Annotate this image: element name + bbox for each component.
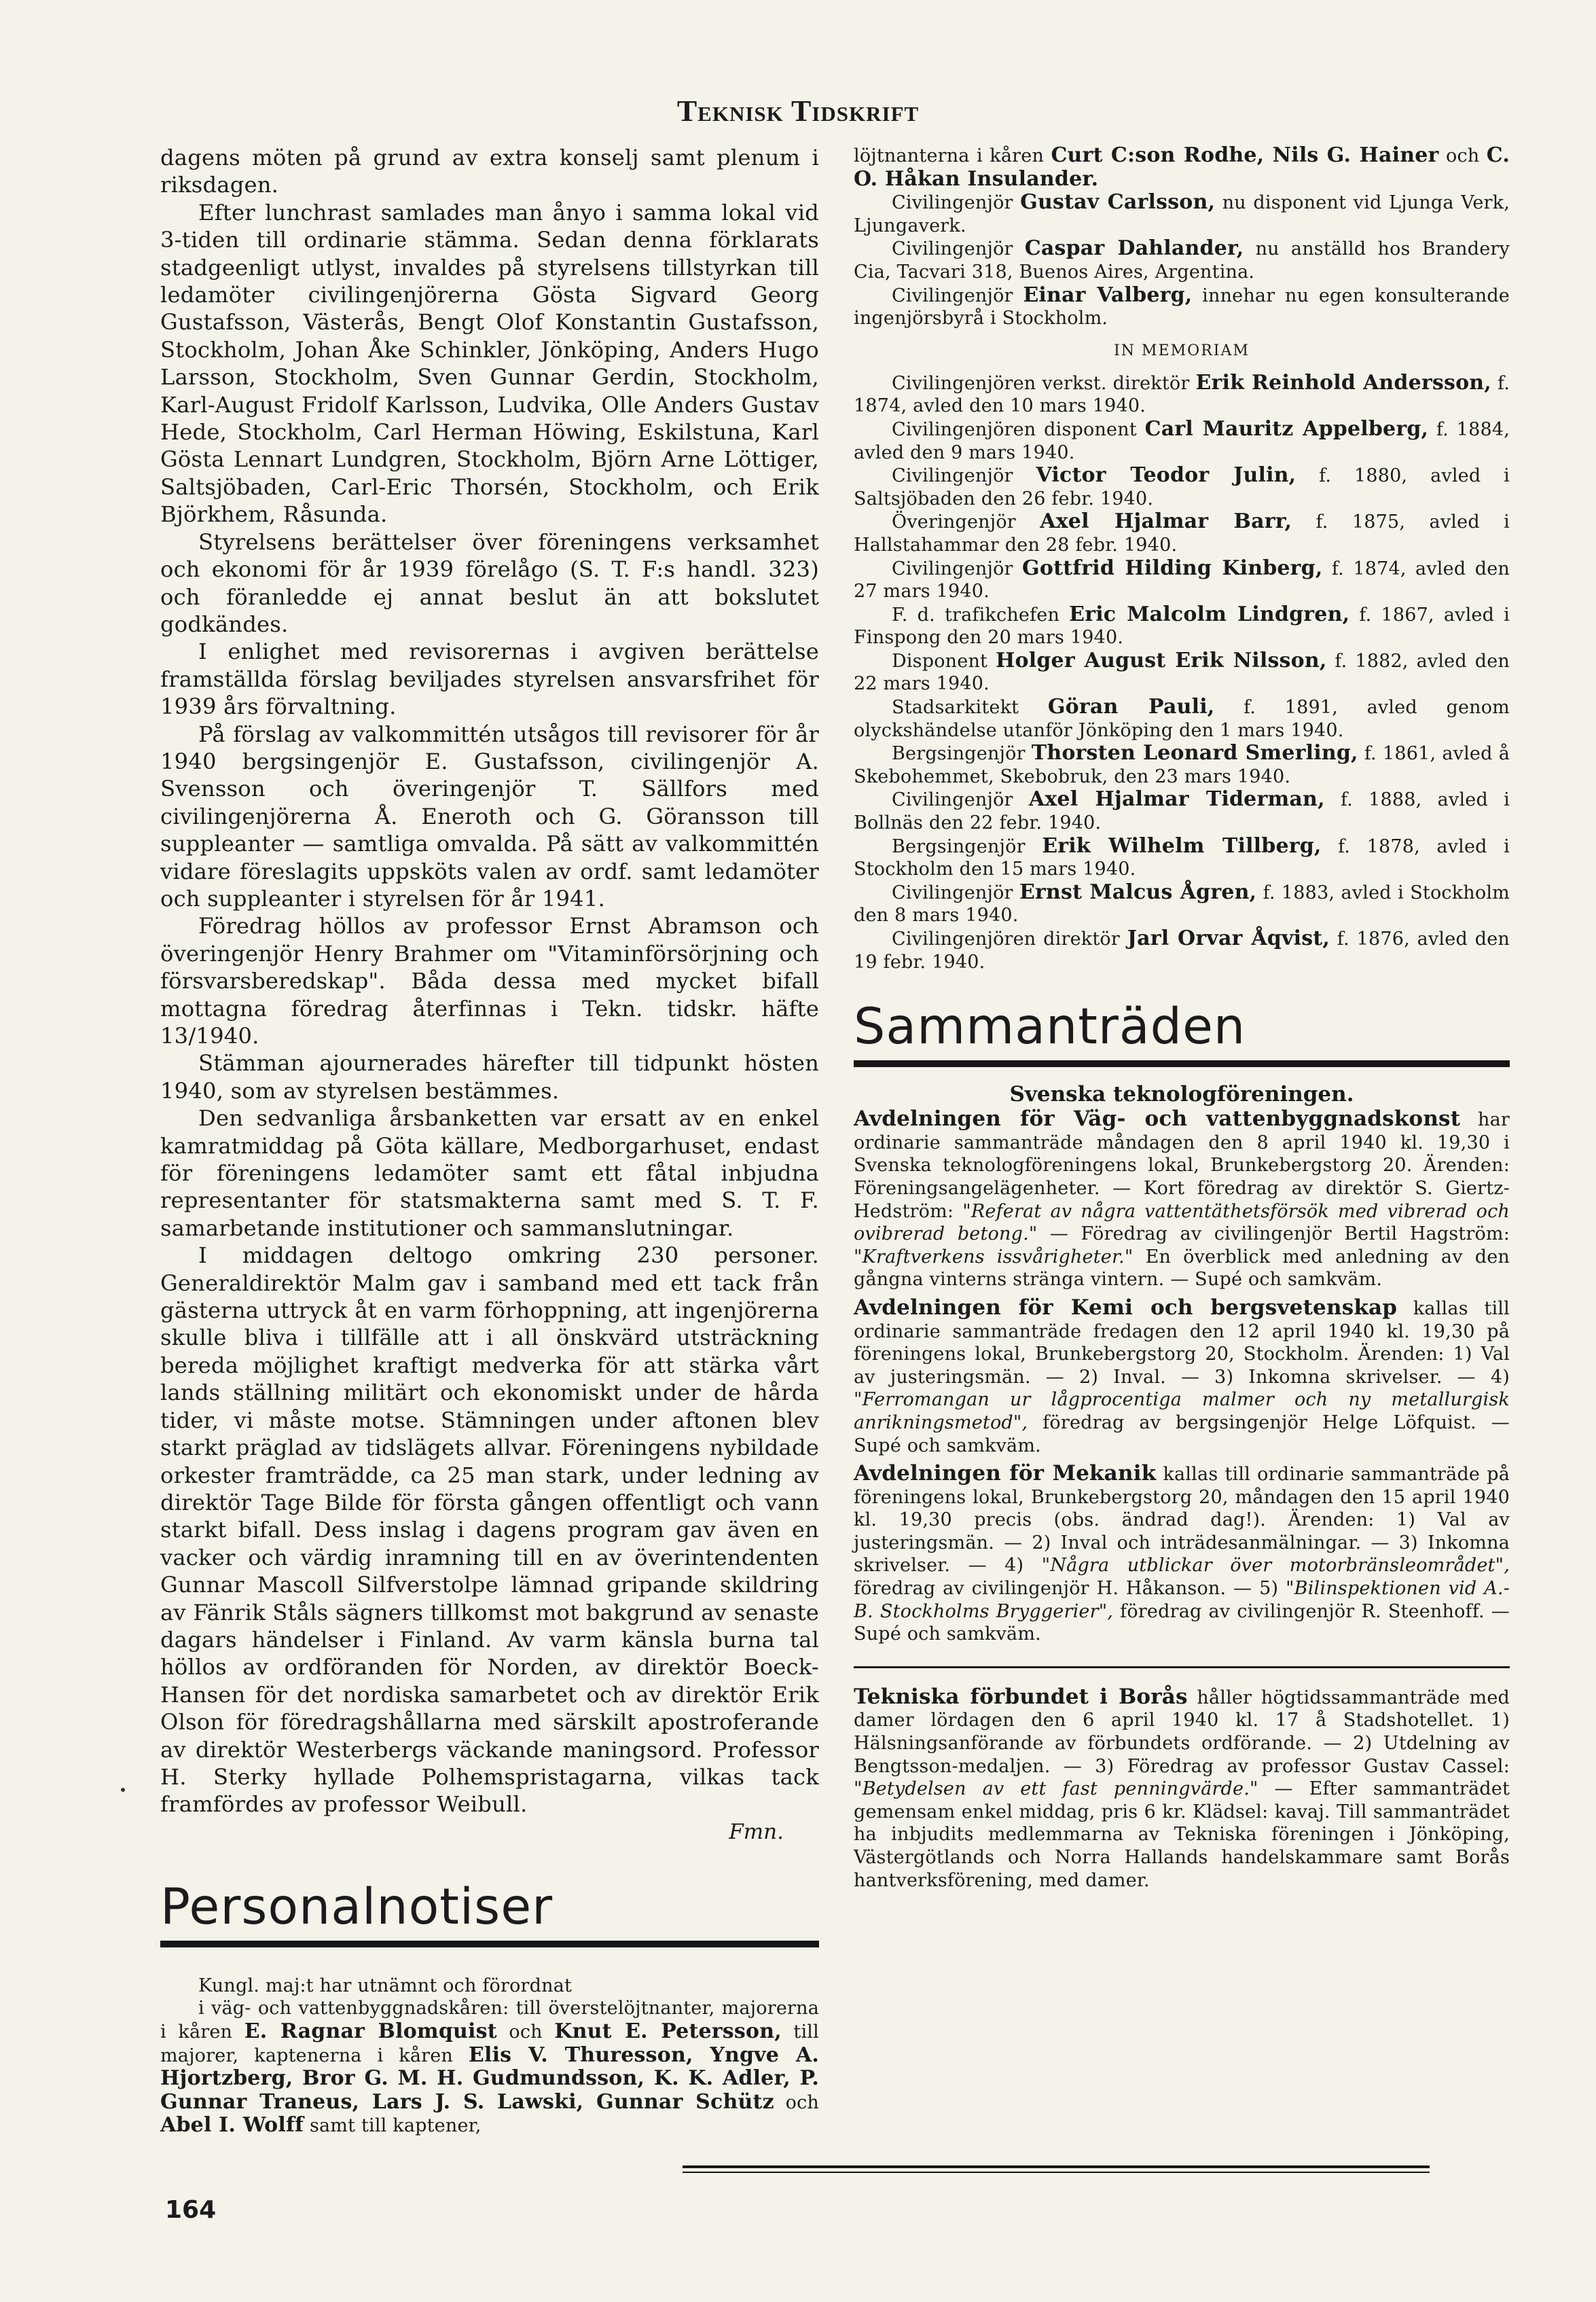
left-column [160,144,819,2138]
obituary: Civilingenjör Victor Teodor Julin, f. 1880, avled i Saltsjöbaden den 26 febr. 1940. [854,463,1510,509]
page-number: 164 [165,2196,217,2224]
paragraph: På förslag av valkommittén utsågos till revisorer för år 1940 bergsingenjör E. Gustafsson, civilingenjör A. Svensson och överingenjör T. Sällfors med civilingenjörerna Å. Eneroth och G. Göransson till suppleanter — samtliga omvalda. På sätt av valkommittén vidare föreslagits uppsköts valen av ordf. samt ledamöter och suppleanter i styrelsen för år 1941. [160,721,819,912]
obituary: Civilingenjören verkst. direktör Erik Reinhold Andersson, f. 1874, avled den 10 mars 1940. [854,370,1510,417]
section-heading-personalnotiser: Personalnotiser [160,1877,554,1936]
in-memoriam-heading: IN MEMORIAM [1114,342,1250,359]
footer-rule [683,2165,1430,2168]
section-heading-sammantraden: Sammanträden [854,998,1246,1056]
footer-rule [683,2172,1430,2173]
signature: Fmn. [729,1819,784,1844]
paragraph: Civilingenjör Einar Valberg, innehar nu egen konsulterande ingenjörsbyrå i Stockholm. [854,283,1510,329]
paragraph: I middagen deltogo omkring 230 personer. Generaldirektör Malm gav i samband med ett tack från gästerna uttryck åt en varm förhoppning, att ingenjörerna skulle bliva i tillfälle att i all önskvärd utsträckning bereda möjlighet kraftigt medverka för att stärka vårt lands ställning militärt och ekonomiskt under de hårda tider, vi måste motse. Stämningen under aftonen blev starkt präglad av tidslägets allvar. Föreningens nybildade orkester framträdde, ca 25 man stark, under ledning av direktör Tage Bilde för första gången offentligt och vann starkt bifall. Dess inslag i dagens program gav även en vacker och värdig inramning till en av överintendenten Gunnar Mascoll Silfverstolpe lämnad gripande skildring av Fänrik Ståls sägners tillkomst mot bakgrund av senaste dagars händelser i Finland. Av varm känsla burna tal höllos av ordföranden för Norden, av direktör Boeck-Hansen för det nordiska samarbetet och av direktör Erik Olson för föredragshållarna med särskilt apostroferande av direktör Westerbergs väckande maningsord. Professor H. Sterky hyllade Polhemspristagarna, vilkas tack framfördes av professor Weibull. [160,1242,819,1818]
paragraph: Efter lunchrast samlades man ånyo i samma lokal vid 3-tiden till ordinarie stämma. Sedan denna förklarats stadgeenligt utlyst, invaldes på styrelsens tillstyrkan till ledamöter civilingenjörerna Gösta Sigvard Georg Gustafsson, Västerås, Bengt Olof Konstantin Gustafsson, Stockholm, Johan Åke Schinkler, Jönköping, Anders Hugo Larsson, Stockholm, Sven Gunnar Gerdin, Stockholm, Karl-August Fridolf Karlsson, Ludvika, Olle Anders Gustav Hede, Stockholm, Carl Herman Höwing, Eskilstuna, Karl Gösta Lennart Lundgren, Stockholm, Björn Arne Löttiger, Saltsjöbaden, Carl-Eric Thorsén, Stockholm, och Erik Björkhem, Råsunda. [160,199,819,528]
obituary: Stadsarkitekt Göran Pauli, f. 1891, avled genom olyckshändelse utanför Jönköping den 1 mars 1940. [854,695,1510,741]
obituary: Civilingenjör Ernst Malcus Ågren, f. 1883, avled i Stockholm den 8 mars 1940. [854,880,1510,927]
obituary: Bergsingenjör Erik Wilhelm Tillberg, f. 1878, avled i Stockholm den 15 mars 1940. [854,833,1510,880]
obituary: Överingenjör Axel Hjalmar Barr, f. 1875, avled i Hallstahammar den 28 febr. 1940. [854,509,1510,556]
paragraph: Civilingenjör Gustav Carlsson, nu disponent vid Ljunga Verk, Ljungaverk. [854,190,1510,236]
paragraph: I enlighet med revisorernas i avgiven berättelse framställda förslag beviljades styrelsen ansvarsfrihet för 1939 års förvaltning. [160,639,819,720]
obituary: Disponent Holger August Erik Nilsson, f. 1882, avled den 22 mars 1940. [854,648,1510,695]
obituary: Civilingenjör Gottfrid Hilding Kinberg, f. 1874, avled den 27 mars 1940. [854,556,1510,603]
obituary: Civilingenjören disponent Carl Mauritz Appelberg, f. 1884, avled den 9 mars 1940. [854,416,1510,463]
print-speck [121,1788,125,1792]
paragraph: dagens möten på grund av extra konselj samt plenum i riksdagen. [160,145,819,198]
masthead: Teknisk Tidskrift [676,94,920,128]
meeting-notice: Avdelningen för Kemi och bergsvetenskap kallas till ordinarie sammanträde fredagen den 12 april 1940 kl. 19,30 på föreningens lokal, Brunkebergstorg 20, Stockholm. Ärenden: 1) Val av justeringsmän. — 2) Inval. — 3) Inkomna skrivelser. — 4) "Ferromangan ur lågprocentiga malmer och ny metallurgisk anrikningsmetod", föredrag av bergsingenjör Helge Löfquist. — Supé och samkväm. [854,1295,1510,1456]
paragraph: Civilingenjör Caspar Dahlander, nu anställd hos Brandery Cia, Tacvari 318, Buenos Aires, Argentina. [854,236,1510,283]
heading-rule [160,1941,819,1947]
paragraph: löjtnanterna i kåren Curt C:son Rodhe, Nils G. Hainer och C. O. Håkan Insulander. [854,143,1510,191]
subheading: Svenska teknologföreningen. [1009,1082,1354,1107]
meeting-notice: Avdelningen för Väg- och vattenbyggnadskonst har ordinarie sammanträde måndagen den 8 april 1940 kl. 19,30 i Svenska teknologföreningens lokal, Brunkebergstorg 20. Ärenden: Föreningsangelägenheter. — Kort föredrag av direktör S. Giertz-Hedström: "Referat av några vattentäthetsförsök med vibrerad och ovibrerad betong." — Föredrag av civilingenjör Bertil Hagström: "Kraftverkens issvårigheter." En överblick med anledning av den gångna vinterns stränga vintern. — Supé och samkväm. [854,1107,1510,1291]
paragraph: Den sedvanliga årsbanketten var ersatt av en enkel kamratmiddag på Göta källare, Medborgarhuset, endast för föreningens ledamöter samt ett fåtal inbjudna representanter för statsmakterna samt med S. T. F. samarbetande institutioner och sammanslutningar. [160,1105,819,1241]
heading-rule [854,1060,1510,1067]
right-column [854,144,1510,1892]
paragraph: Föredrag höllos av professor Ernst Abramson och överingenjör Henry Brahmer om "Vitaminförsörjning och försvarsberedskap". Båda dessa med mycket bifall mottagna föredrag återfinnas i Tekn. tidskr. häfte 13/1940. [160,913,819,1049]
obituary: Bergsingenjör Thorsten Leonard Smerling, f. 1861, avled å Skebohemmet, Skebobruk, den 23 mars 1940. [854,741,1510,787]
obituary: Civilingenjör Axel Hjalmar Tiderman, f. 1888, avled i Bollnäs den 22 febr. 1940. [854,787,1510,834]
obituary: F. d. trafikchefen Eric Malcolm Lindgren, f. 1867, avled i Finspong den 20 mars 1940. [854,602,1510,649]
paragraph: Kungl. maj:t har utnämnt och förordnat [198,1975,573,1996]
paragraph: i väg- och vattenbyggnadskåren: till överstelöjtnanter, majorerna i kåren E. Ragnar Blomquist och Knut E. Petersson, till majorer, kaptenerna i kåren Elis V. Thuresson, Yngve A. Hjortzberg, Bror G. M. H. Gudmundsson, K. K. Adler, P. Gunnar Traneus, Lars J. S. Lawski, Gunnar Schütz och Abel I. Wolff samt till kaptener, [160,1998,820,2138]
meeting-notice: Avdelningen för Mekanik kallas till ordinarie sammanträde på föreningens lokal, Brunkebergstorg 20, måndagen den 15 april 1940 kl. 19,30 precis (obs. ändrad dag!). Ärenden: 1) Val av justeringsmän. — 2) Inval och inträdesanmälningar. — 3) Inkomna skrivelser. — 4) "Några utblickar över motorbränsleområdet", föredrag av civilingenjör H. Håkanson. — 5) "Bilinspektionen vid A.-B. Stockholms Bryggerier", föredrag av civilingenjör R. Steenhoff. — Supé och samkväm. [854,1461,1510,1645]
paragraph: Styrelsens berättelser över föreningens verksamhet och ekonomi för år 1939 förelågo (S. T. F:s handl. 323) och föranledde ej annat beslut än att bokslutet godkändes. [160,528,819,637]
meeting-notice: Tekniska förbundet i Borås håller högtidssammanträde med damer lördagen den 6 april 1940 kl. 17 å Stadshotellet. 1) Hälsningsanförande av förbundets ordförande. — 2) Utdelning av Bengtsson-medaljen. — 3) Föredrag av professor Gustav Cassel: "Betydelsen av ett fast penningvärde." — Efter sammanträdet gemensam enkel middag, pris 6 kr. Klädsel: kavaj. Till sammanträdet ha inbjudits medlemmarna av Tekniska föreningen i Jönköping, Västergötlands och Norra Hallands handelskammare samt Borås hantverksförening, med damer. [854,1684,1510,1891]
paragraph: Stämman ajournerades härefter till tidpunkt hösten 1940, som av styrelsen bestämmes. [160,1050,819,1104]
obituary: Civilingenjören direktör Jarl Orvar Åqvist, f. 1876, avled den 19 febr. 1940. [854,927,1510,973]
